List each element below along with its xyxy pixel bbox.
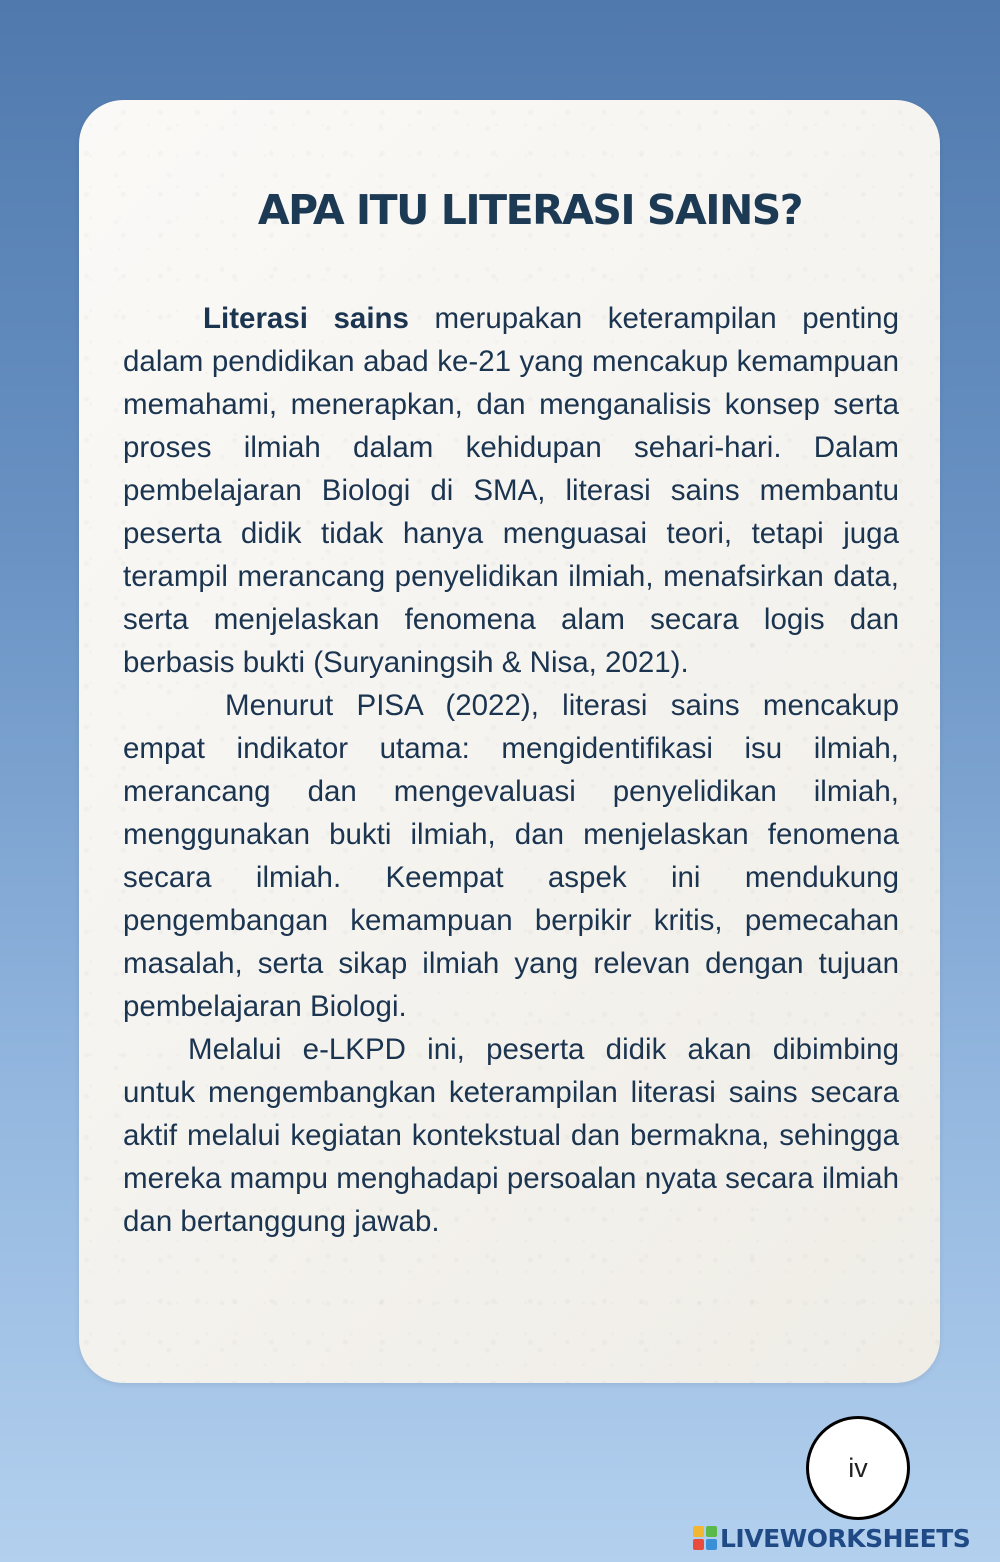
liveworksheets-watermark xyxy=(693,1522,970,1554)
paragraph-3: Melalui e-LKPD ini, peserta didik akan dibimbing untuk mengembangkan keterampilan literasi sains secara aktif melalui kegiatan kontekstual dan bermakna, sehingga mereka mampu menghadapi persoalan nyata secara ilmiah dan bertanggung jawab. xyxy=(123,1033,899,1238)
term-highlight: Literasi sains xyxy=(203,302,409,335)
logo-square-4 xyxy=(706,1539,717,1550)
paragraph-1-text: merupakan keterampilan penting dalam pendidikan abad ke-21 yang mencakup kemampuan memahami, menerapkan, dan menganalisis konsep serta proses ilmiah dalam kehidupan sehari-hari. Dalam pembelajaran Biologi di SMA, literasi sains membantu peserta didik tidak hanya menguasai teori, tetapi juga terampil merancang penyelidikan ilmiah, menafsirkan data, serta menjelaskan fenomena alam secara logis dan berbasis bukti (Suryaningsih & Nisa, 2021). xyxy=(123,302,899,679)
page-number: iv xyxy=(848,1452,868,1483)
page-number-badge xyxy=(806,1416,910,1520)
page-title: APA ITU LITERASI SAINS? xyxy=(257,186,803,234)
article-body xyxy=(123,297,899,1243)
logo-square-2 xyxy=(706,1526,717,1537)
logo-square-3 xyxy=(693,1539,704,1550)
logo-square-1 xyxy=(693,1526,704,1537)
watermark-text: LIVEWORKSHEETS xyxy=(720,1523,971,1553)
liveworksheets-logo-icon xyxy=(693,1526,717,1550)
paragraph-1 xyxy=(123,297,899,684)
paragraph-2: Menurut PISA (2022), literasi sains mencakup empat indikator utama: mengidentifikasi isu ilmiah, merancang dan mengevaluasi penyelidikan ilmiah, menggunakan bukti ilmiah, dan menjelaskan fenomena secara ilmiah. Keempat aspek ini mendukung pengembangan kemampuan berpikir kritis, pemecahan masalah, serta sikap ilmiah yang relevan dengan tujuan pembelajaran Biologi. xyxy=(123,689,899,1023)
